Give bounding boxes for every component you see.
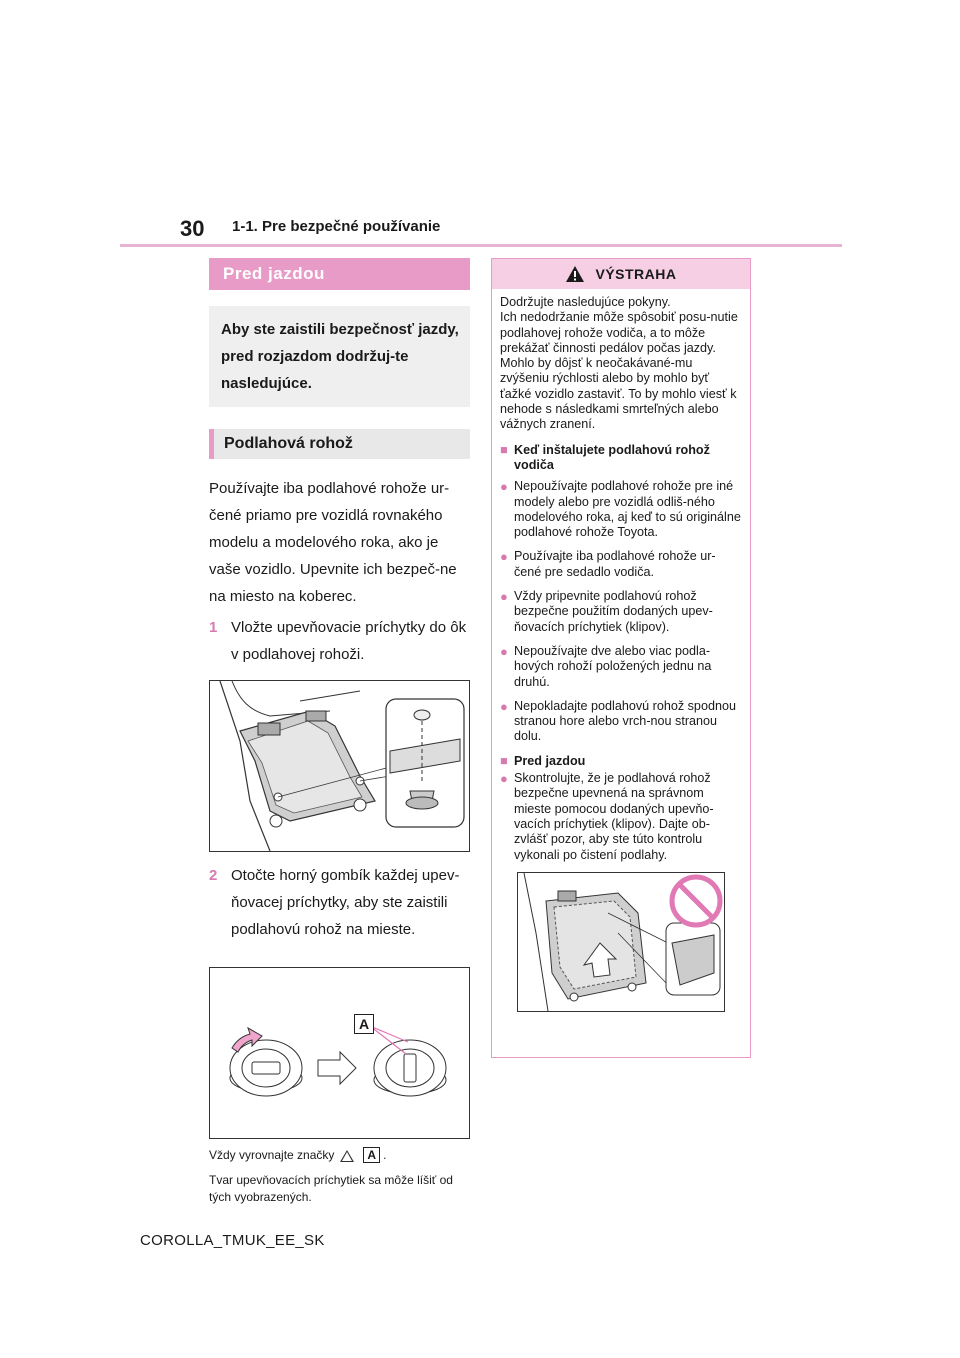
caption-text: Vždy vyrovnajte značky [209, 1148, 335, 1162]
warning-heading-1 [500, 443, 742, 474]
warning-item-6 [500, 771, 742, 863]
floor-mat-illustration [210, 681, 469, 851]
warning-box [491, 258, 751, 1058]
triangle-mark-icon [340, 1150, 354, 1162]
step-1-number: 1 [209, 619, 218, 636]
warning-intro-1: Dodržujte nasledujúce pokyny. [500, 295, 671, 309]
section-title: 1-1. Pre bezpečné používanie [232, 218, 441, 235]
warning-item-3 [500, 589, 742, 635]
label-a: A [354, 1014, 374, 1034]
circle-bullet-icon: ● [500, 643, 508, 659]
warning-item-6-text: Skontrolujte, že je podlahová rohož bezpečne upevnená na správnom mieste pomocou dodaných upevňo-vacích príchytiek (klipov). Dajte ob-zvlášť pozor, aby ste túto kontrolu vykonali po čistení podlahy. [514, 771, 714, 862]
warning-item-2 [500, 549, 742, 580]
warning-title: VÝSTRAHA [595, 266, 677, 282]
square-bullet-icon: ■ [500, 442, 508, 457]
caption-label-a: A [363, 1147, 380, 1163]
caption-align-marks [209, 1147, 470, 1164]
caption-end: . [383, 1148, 387, 1162]
warning-item-5 [500, 699, 742, 745]
figure-floor-mat-clips [209, 680, 470, 852]
warning-item-1-text: Nepoužívajte podlahové rohože pre iné modely alebo pre vozidlá odliš-ného modelového roka, aj keď to sú originálne podlahové rohože Toyota. [514, 479, 741, 540]
page-number: 30 [180, 216, 205, 241]
step-2-number: 2 [209, 867, 218, 884]
warning-heading-1-text: Keď inštalujete podlahovú rohož vodiča [514, 442, 710, 472]
left-column [209, 258, 470, 1206]
section-bar: Pred jazdou [209, 258, 470, 290]
step-2-text: Otočte horný gombík každej upev-ňovacej príchytky, aby ste zaistili podlahovú rohož na mieste. [231, 867, 460, 938]
step-1 [209, 614, 470, 668]
circle-bullet-icon: ● [500, 479, 508, 495]
warning-heading-2 [500, 754, 742, 769]
intro-box: Aby ste zaistili bezpečnosť jazdy, pred rozjazdom dodržuj-te nasledujúce. [209, 306, 470, 407]
warning-item-3-text: Vždy pripevnite podlahovú rohož bezpečne použitím dodaných upev-ňovacích príchytiek (klipov). [514, 589, 713, 634]
step-2 [209, 862, 470, 943]
warning-body [492, 289, 750, 1012]
warning-item-4 [500, 644, 742, 690]
circle-bullet-icon: ● [500, 698, 508, 714]
warning-item-1 [500, 479, 742, 540]
body-text: Používajte iba podlahové rohože ur-čené priamo pre vozidlá rovnakého modelu a modelového roka, ako je vaše vozidlo. Upevnite ich bezpeč-ne na miesto na koberec. [209, 480, 457, 605]
warning-triangle-icon [565, 265, 585, 283]
warning-item-2-text: Používajte iba podlahové rohože ur-čené pre sedadlo vodiča. [514, 549, 716, 579]
warning-item-5-text: Nepokladajte podlahovú rohož spodnou stranou hore alebo vrch-nou stranou dolu. [514, 698, 736, 744]
figure-mat-misplaced [517, 872, 725, 1012]
clip-rotation-illustration [210, 968, 469, 1138]
footer-code: COROLLA_TMUK_EE_SK [140, 1232, 325, 1249]
circle-bullet-icon: ● [500, 771, 508, 787]
circle-bullet-icon: ● [500, 549, 508, 565]
square-bullet-icon: ■ [500, 753, 508, 768]
caption-shape-note: Tvar upevňovacích príchytiek sa môže líšiť od tých vyobrazených. [209, 1173, 453, 1204]
step-1-text: Vložte upevňovacie príchytky do ôk v podlahovej rohoži. [231, 619, 467, 663]
warning-item-4-text: Nepoužívajte dve alebo viac podla-hových rohoží položených jednu na druhú. [514, 643, 712, 689]
warning-intro-2: Ich nedodržanie môže spôsobiť posu-nutie podlahovej rohože vodiča, a to môže prekážať činnosti pedálov počas jazdy. Mohlo by dôjsť k neočakávané-mu zvýšeniu rýchlosti alebo by mohlo byť ťažké vozidlo zastaviť. To by mohlo viesť k nehode s následkami smrteľných alebo vážnych zranení. [500, 310, 738, 432]
warning-header [492, 259, 750, 289]
circle-bullet-icon: ● [500, 589, 508, 605]
header-rule [120, 244, 842, 247]
misplaced-mat-illustration [518, 873, 724, 1011]
figure-clip-rotation [209, 967, 470, 1139]
warning-heading-2-text: Pred jazdou [514, 753, 586, 768]
subheading: Podlahová rohož [209, 429, 470, 459]
